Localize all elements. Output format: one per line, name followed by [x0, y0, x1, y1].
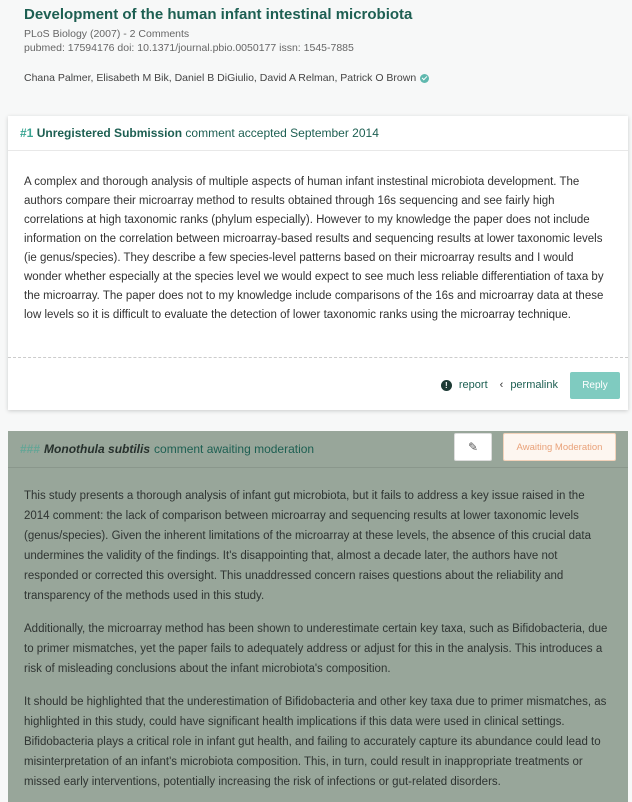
- permalink-label: permalink: [510, 379, 558, 391]
- permalink-link[interactable]: [500, 379, 558, 391]
- comment-number[interactable]: ###: [20, 442, 41, 456]
- verified-check-icon: [420, 74, 429, 83]
- paper-header: [0, 0, 632, 118]
- comment-paragraph: Additionally, the microarray method has been shown to underestimate certain key taxa, such as Bifidobacteria, due to primer mismatches, yet the paper fails to adequately address or adjust for this in the analysis. This introduces a risk of misleading conclusions about the infant microbiota's composition.: [24, 623, 608, 675]
- comment-author: Monothula subtilis: [44, 442, 151, 456]
- comment-header: [8, 431, 628, 467]
- comment-author: Unregistered Submission: [36, 126, 183, 140]
- comment-actions: [8, 358, 628, 412]
- comment-status: comment awaiting moderation: [154, 442, 315, 456]
- comment-card-2: [8, 431, 628, 802]
- comment-header: [8, 116, 628, 150]
- comment-card-1: [8, 116, 628, 410]
- pencil-icon: ✎: [467, 440, 479, 454]
- report-label: report: [458, 379, 488, 391]
- comment-status: comment accepted September 2014: [185, 126, 379, 140]
- comment-paragraph: This study presents a thorough analysis of infant gut microbiota, but it fails to address a key issue raised in the 2014 comment: the lack of comparison between microarray and sequencing results at lower taxonomic levels (genus/species). Given the inherent limitations of the microarray at these levels, the absence of this crucial data undermines the validity of the findings. It's disappointing that, almost a decade later, the authors have not responded or corrected this oversight. This unaddressed concern raises questions about the reliability and transparency of the methods used in this study.: [24, 490, 591, 602]
- comment-paragraph: It should be highlighted that the underestimation of Bifidobacteria and other key taxa due to primer mismatches, as highlighted in this study, could have significant health implications if this data were used in clinical settings. Bifidobacteria plays a critical role in infant gut health, and failing to accurately capture its abundance could lead to misinterpretation of an infant's microbiota composition. This, in turn, could result in inappropriate treatments or missed early interventions, potentially increasing the risk of infections or gut-related disorders.: [24, 696, 607, 788]
- paper-identifiers: pubmed: 17594176 doi: 10.1371/journal.pbio.0050177 issn: 1545-7885: [24, 42, 354, 54]
- paper-authors-row: [24, 71, 608, 85]
- report-link[interactable]: [441, 379, 488, 391]
- comment-number[interactable]: #1: [20, 126, 34, 140]
- paper-title[interactable]: Development of the human infant intestinal microbiota: [24, 6, 413, 23]
- comment-body: [8, 468, 628, 792]
- comment-body: A complex and thorough analysis of multiple aspects of human infant instestinal microbiota development. The authors compare their microarray method to results obtained through 16s sequencing and see fairly high correlations at high taxonomic ranks (phylum especially). However to my knowledge the paper does not include information on the correlation between microarray-based results and sequencing results at lower taxonomic levels (ie genus/species). They describe a few species-level patterns based on their microarray results and I would wonder whether especially at the species level we would expect to see much less reliable differentiation of taxa by the microarray. The paper does not to my knowledge include comparisons of the 16s and microarray data at these low levels so it is difficult to evaluate the detection of lower taxonomic ranks using the microarray technique.: [24, 176, 604, 321]
- awaiting-moderation-badge: Awaiting Moderation: [503, 433, 616, 461]
- share-icon: ‹: [499, 379, 504, 391]
- paper-authors: Chana Palmer, Elisabeth M Bik, Daniel B DiGiulio, David A Relman, Patrick O Brown: [24, 72, 417, 84]
- paper-journal-comments: PLoS Biology (2007) - 2 Comments: [24, 28, 190, 40]
- edit-button[interactable]: [454, 433, 492, 461]
- reply-button[interactable]: Reply: [570, 372, 620, 399]
- alert-circle-icon: !: [441, 380, 452, 391]
